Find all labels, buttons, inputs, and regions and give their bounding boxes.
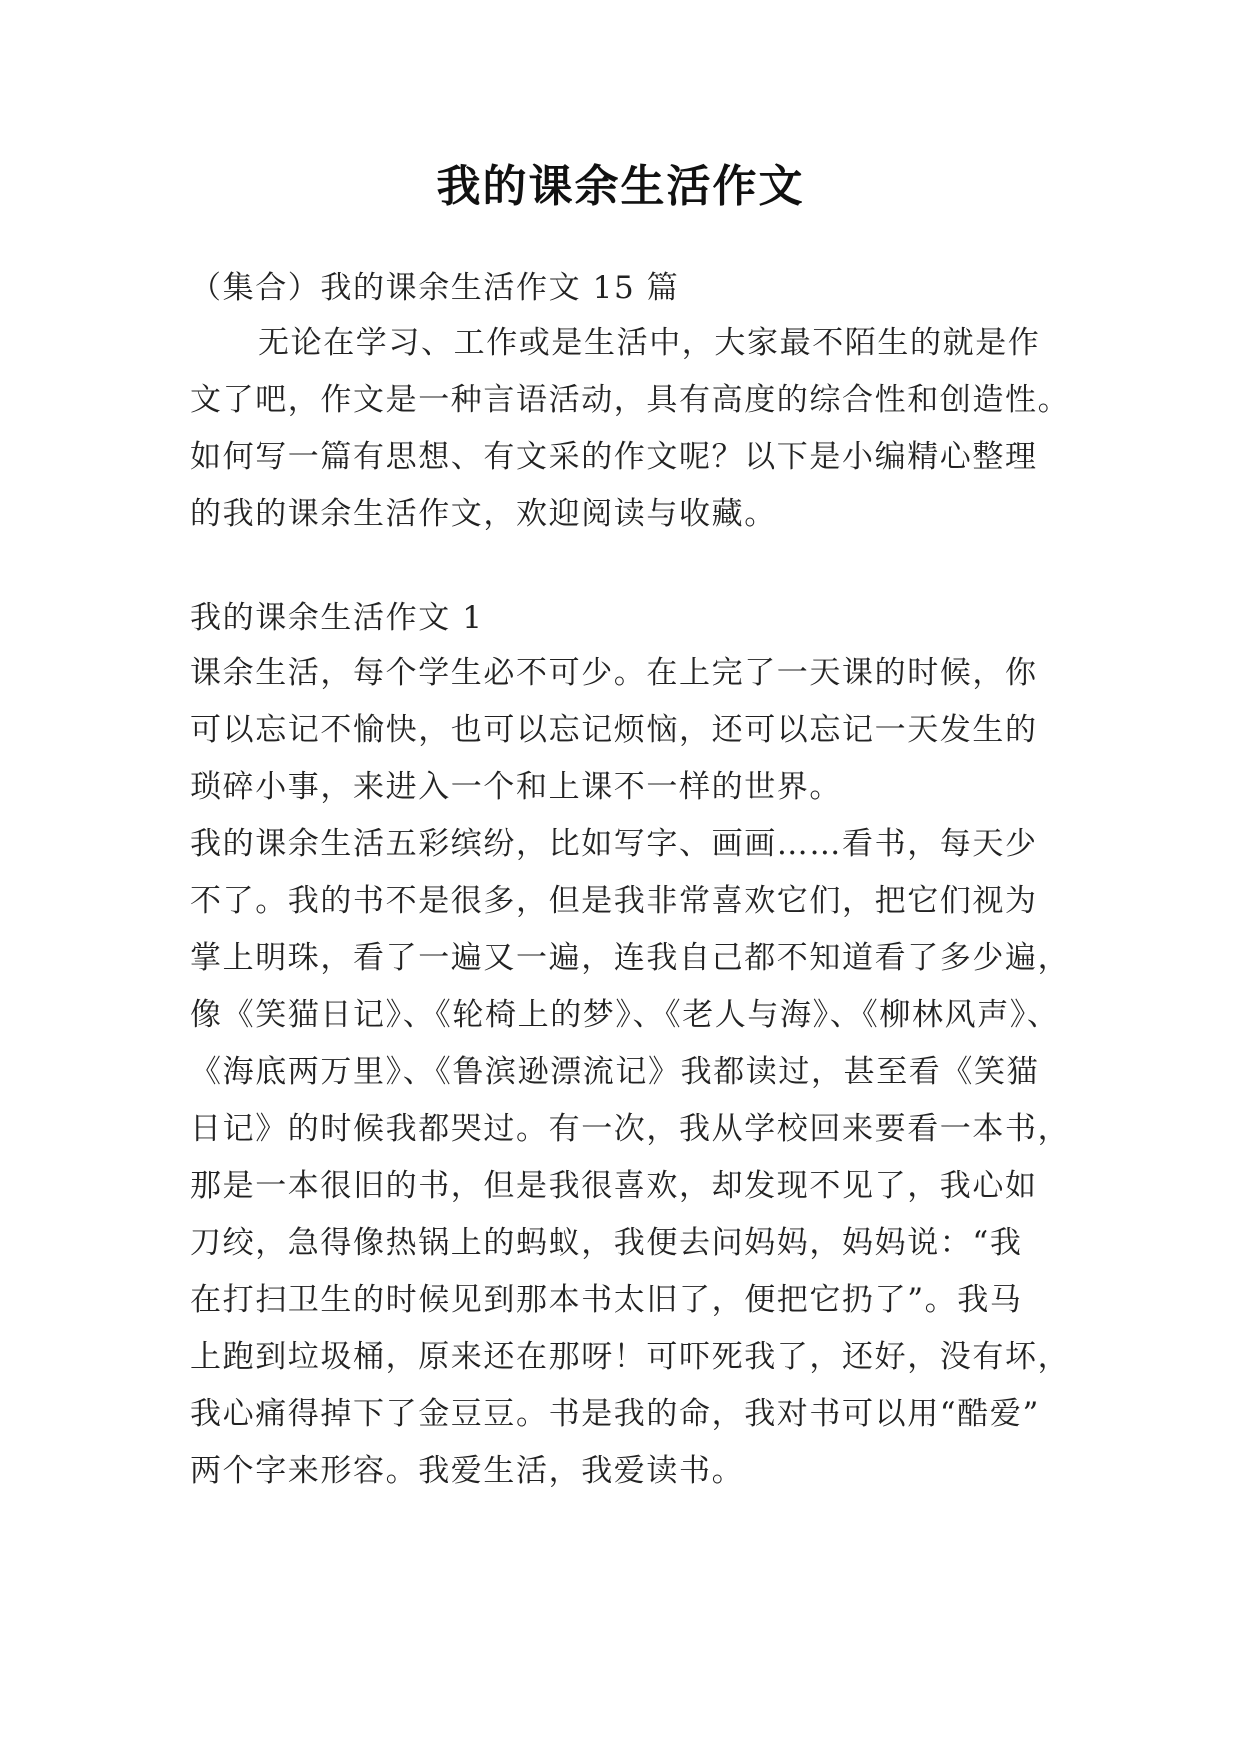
paragraph-line: 琐碎小事，来进入一个和上课不一样的世界。 bbox=[190, 769, 842, 805]
paragraph-line: 上跑到垃圾桶，原来还在那呀！可吓死我了，还好，没有坏， bbox=[190, 1339, 1071, 1375]
document-title: 我的课余生活作文 bbox=[436, 161, 805, 212]
paragraph-line: 课余生活，每个学生必不可少。在上完了一天课的时候，你 bbox=[190, 655, 1038, 691]
paragraph-line: 掌上明珠，看了一遍又一遍，连我自己都不知道看了多少遍， bbox=[190, 940, 1071, 976]
paragraph-line: 那是一本很旧的书，但是我很喜欢，却发现不见了，我心如 bbox=[190, 1168, 1038, 1204]
paragraph-line: 两个字来形容。我爱生活，我爱读书。 bbox=[190, 1453, 745, 1489]
paragraph-line: 《海底两万里》、《鲁滨逊漂流记》我都读过，甚至看《笑猫 bbox=[190, 1054, 1040, 1090]
intro-line: 的我的课余生活作文，欢迎阅读与收藏。 bbox=[190, 496, 777, 532]
document-subtitle: （集合）我的课余生活作文 15 篇 bbox=[190, 270, 680, 306]
paragraph-line: 像《笑猫日记》、《轮椅上的梦》、《老人与海》、《柳林风声》、 bbox=[190, 997, 1060, 1033]
paragraph-line: 在打扫卫生的时候见到那本书太旧了，便把它扔了”。我马 bbox=[190, 1282, 1023, 1318]
paragraph-line: 日记》的时候我都哭过。有一次，我从学校回来要看一本书， bbox=[190, 1111, 1071, 1147]
paragraph-line: 刀绞，急得像热锅上的蚂蚁，我便去问妈妈，妈妈说：“我 bbox=[190, 1225, 1023, 1261]
paragraph-line: 可以忘记不愉快，也可以忘记烦恼，还可以忘记一天发生的 bbox=[190, 712, 1038, 748]
intro-line: 文了吧，作文是一种言语活动，具有高度的综合性和创造性。 bbox=[190, 382, 1071, 418]
paragraph-line: 我心痛得掉下了金豆豆。书是我的命，我对书可以用“酷爱” bbox=[190, 1396, 1040, 1432]
paragraph-line: 我的课余生活五彩缤纷，比如写字、画画……看书，每天少 bbox=[190, 826, 1038, 862]
intro-line: 无论在学习、工作或是生活中，大家最不陌生的就是作 bbox=[258, 325, 1041, 361]
section-heading: 我的课余生活作文 1 bbox=[190, 600, 484, 636]
paragraph-line: 不了。我的书不是很多，但是我非常喜欢它们，把它们视为 bbox=[190, 883, 1038, 919]
intro-line: 如何写一篇有思想、有文采的作文呢？以下是小编精心整理 bbox=[190, 439, 1038, 475]
